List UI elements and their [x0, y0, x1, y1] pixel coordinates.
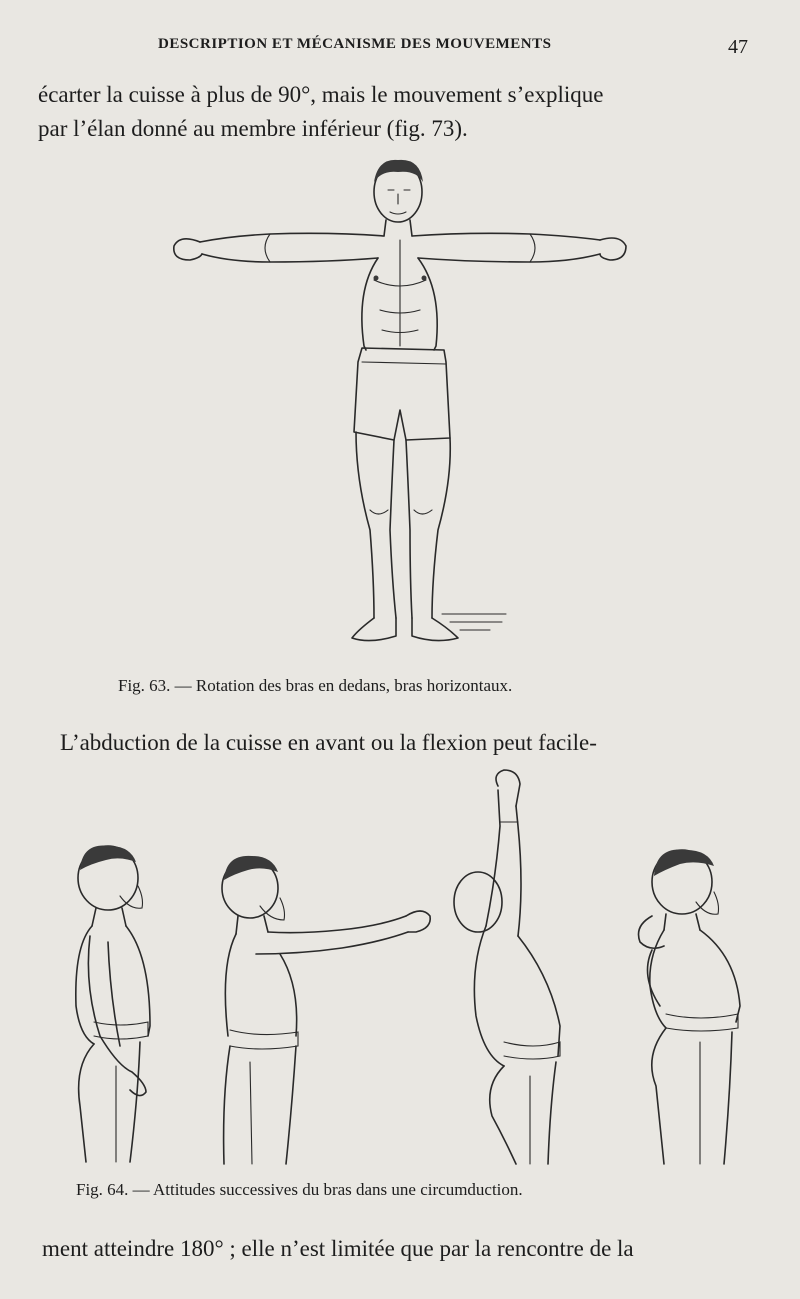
figure-63-illustration: [160, 150, 640, 660]
running-title: DESCRIPTION ET MÉCANISME DES MOUVEMENTS: [158, 36, 552, 52]
figure-63-caption: Fig. 63. — Rotation des bras en dedans, bras horizontaux.: [118, 676, 513, 695]
paragraph-line: ment atteindre 180° ; elle n’est limitée que par la rencontre de la: [42, 1236, 634, 1261]
paragraph-line: par l’élan donné au membre inférieur (fig. 73).: [38, 116, 468, 141]
figure-64-illustration: [60, 766, 750, 1170]
page-number: 47: [728, 36, 748, 58]
paragraph-line: écarter la cuisse à plus de 90°, mais le mouvement s’explique: [38, 82, 604, 107]
paragraph-line: L’abduction de la cuisse en avant ou la flexion peut facile-: [60, 730, 597, 755]
figure-64-caption: Fig. 64. — Attitudes successives du bras dans une circumduction.: [76, 1180, 523, 1199]
